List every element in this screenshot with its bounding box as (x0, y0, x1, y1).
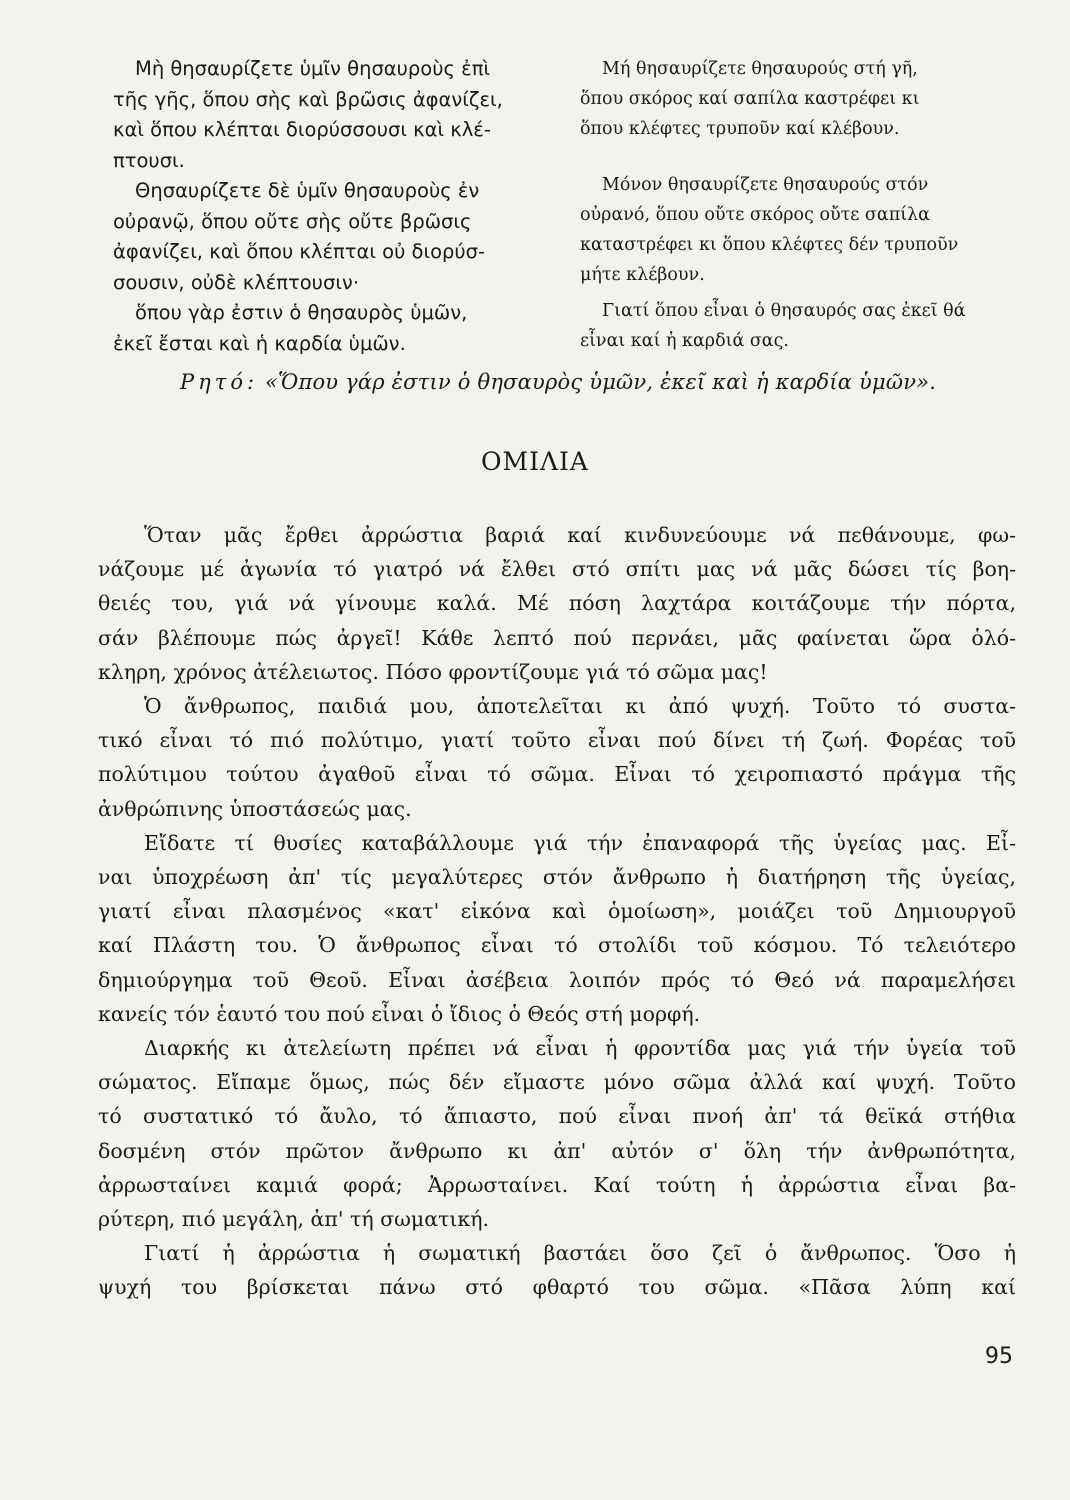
text-line: σουσιν, οὐδὲ κλέπτουσιν· (113, 270, 360, 294)
translation-stanza-3 (580, 296, 1025, 356)
ancient-stanza-3 (113, 298, 528, 359)
text-line: πτουσι. (113, 148, 185, 172)
text-line: θειές του, γιά νά γίνουμε καλά. Μέ πόση λαχτάρα κοιτάζουμε τήν πόρτα, (98, 591, 1016, 616)
text-line: τό συστατικό τό ἄυλο, τό ἄπιαστο, πού εἶναι πνοή ἀπ' τά θεϊκά στήθια (98, 1104, 1016, 1129)
text-line: οὐρανῷ, ὅπου οὔτε σὴς οὔτε βρῶσις (113, 209, 472, 233)
text-line: Διαρκής κι ἀτελείωτη πρέπει νά εἶναι ἡ φροντίδα μας γιά τήν ὑγεία τοῦ (144, 1036, 1016, 1061)
text-line: σάν βλέπουμε πώς ἀργεῖ! Κάθε λεπτό πού περνάει, μᾶς φαίνεται ὥρα ὁλό- (98, 625, 1016, 650)
text-line: κανείς τόν ἑαυτό του πού εἶναι ὁ ἴδιος ὁ Θεός στή μορφή. (98, 1001, 701, 1026)
page-number: 95 (985, 1344, 1013, 1369)
ancient-stanza-2 (113, 176, 528, 298)
text-line: Γιατί ἡ ἀρρώστια ἡ σωματική βαστάει ὅσο ζεῖ ὁ ἄνθρωπος. Ὅσο ἡ (144, 1241, 1016, 1266)
paragraph-5 (98, 1236, 1016, 1304)
translation-stanza-1 (580, 54, 1025, 144)
text-line: γιατί εἶναι πλασμένος «κατ' εἰκόνα καὶ ὁμοίωση», μοιάζει τοῦ Δημιουργοῦ (98, 899, 1016, 924)
paragraph-1 (98, 518, 1016, 689)
text-line: ὅπου γὰρ ἐστιν ὁ θησαυρὸς ὑμῶν, (135, 301, 468, 324)
text-line: Ὁ ἄνθρωπος, παιδιά μου, ἀποτελεῖται κι ἀπό ψυχή. Τοῦτο τό συστα- (144, 694, 1016, 719)
ancient-stanza-1 (113, 54, 528, 176)
text-line: ἐκεῖ ἔσται καὶ ἡ καρδία ὑμῶν. (113, 331, 406, 355)
text-line: Μή θησαυρίζετε θησαυρούς στή γῆ, (602, 59, 918, 79)
text-line: ἀρρωσταίνει καμιά φορά; Ἀρρωσταίνει. Καί τούτη ἡ ἀρρώστια εἶναι βα- (98, 1172, 1016, 1197)
text-line: μήτε κλέβουν. (580, 265, 705, 285)
translation-stanza-2 (580, 170, 1025, 290)
text-line: ψυχή του βρίσκεται πάνω στό φθαρτό του σῶμα. «Πᾶσα λύπη καί (98, 1275, 1016, 1300)
text-line: ρύτερη, πιό μεγάλη, ἀπ' τή σωματική. (98, 1207, 490, 1232)
rhto-label: Ρητό: (180, 370, 259, 394)
text-line: Θησαυρίζετε δὲ ὑμῖν θησαυροὺς ἐν (135, 179, 480, 202)
paragraph-2 (98, 689, 1016, 826)
text-line: οὐρανό, ὅπου οὔτε σκόρος οὔτε σαπίλα (580, 205, 930, 225)
text-line: εἶναι καί ἡ καρδιά σας. (580, 331, 789, 351)
ancient-text-column (113, 54, 528, 359)
text-line: ὅπου κλέφτες τρυποῦν καί κλέβουν. (580, 119, 900, 139)
rhto-text: «Ὅπου γάρ ἐστιν ὁ θησαυρὸς ὑμῶν, ἐκεῖ καὶ ἡ καρδία ὑμῶν». (264, 370, 937, 394)
text-line: πολύτιμου τούτου ἀγαθοῦ εἶναι τό σῶμα. Εἶναι τό χειροπιαστό πράγμα τῆς (98, 762, 1016, 787)
text-line: Γιατί ὅπου εἶναι ὁ θησαυρός σας ἐκεῖ θά (602, 301, 966, 321)
section-title: ΟΜΙΛΙΑ (481, 447, 589, 476)
text-line: καταστρέφει κι ὅπου κλέφτες δέν τρυποῦν (580, 235, 959, 255)
text-line: κληρη, χρόνος ἀτέλειωτος. Πόσο φροντίζουμε γιά τό σῶμα μας! (98, 659, 768, 684)
paragraph-3 (98, 826, 1016, 1031)
text-line: Εἴδατε τί θυσίες καταβάλλουμε γιά τήν ἐπαναφορά τῆς ὑγείας μας. Εἶ- (144, 830, 1016, 855)
text-line: ἀφανίζει, καὶ ὅπου κλέπται οὐ διορύσ- (113, 240, 486, 263)
text-line: καί Πλάστη του. Ὁ ἄνθρωπος εἶναι τό στολίδι τοῦ κόσμου. Τό τελειότερο (98, 933, 1016, 958)
text-line: νάζουμε μέ ἀγωνία τό γιατρό νά ἔλθει στό σπίτι μας νά μᾶς δώσει τίς βοη- (98, 557, 1016, 582)
text-line: Ὅταν μᾶς ἔρθει ἀρρώστια βαριά καί κινδυνεύουμε νά πεθάνουμε, φω- (144, 523, 1016, 547)
text-line: ἀνθρώπινης ὑποστάσεώς μας. (98, 796, 412, 821)
text-line: ναι ὑποχρέωση ἀπ' τίς μεγαλύτερες στόν ἄνθρωπο ἡ διατήρηση τῆς ὑγείας, (98, 865, 1016, 890)
text-line: τικό εἶναι τό πιό πολύτιμο, γιατί τοῦτο εἶναι πού δίνει τή ζωή. Φορέας τοῦ (98, 728, 1016, 753)
rhto-quote (180, 370, 1030, 394)
text-line: καὶ ὅπου κλέπται διορύσσουσι καὶ κλέ- (113, 118, 491, 141)
text-line: Μόνον θησαυρίζετε θησαυρούς στόν (602, 175, 929, 195)
translation-column (580, 54, 1025, 356)
text-line: τῆς γῆς, ὅπου σὴς καὶ βρῶσις ἀφανίζει, (113, 87, 503, 111)
paragraph-4 (98, 1031, 1016, 1236)
text-line: δημιούργημα τοῦ Θεοῦ. Εἶναι ἀσέβεια λοιπόν πρός τό Θεό νά παραμελήσει (98, 967, 1016, 992)
homily-body (98, 518, 1016, 1305)
text-line: δοσμένη στόν πρῶτον ἄνθρωπο κι ἀπ' αὐτόν σ' ὅλη τήν ἀνθρωπότητα, (98, 1138, 1016, 1163)
text-line: ὅπου σκόρος καί σαπίλα καστρέφει κι (580, 89, 920, 109)
text-line: Μὴ θησαυρίζετε ὑμῖν θησαυροὺς ἐπὶ (135, 57, 491, 80)
text-line: σώματος. Εἴπαμε ὅμως, πώς δέν εἴμαστε μόνο σῶμα ἀλλά καί ψυχή. Τοῦτο (98, 1070, 1016, 1095)
